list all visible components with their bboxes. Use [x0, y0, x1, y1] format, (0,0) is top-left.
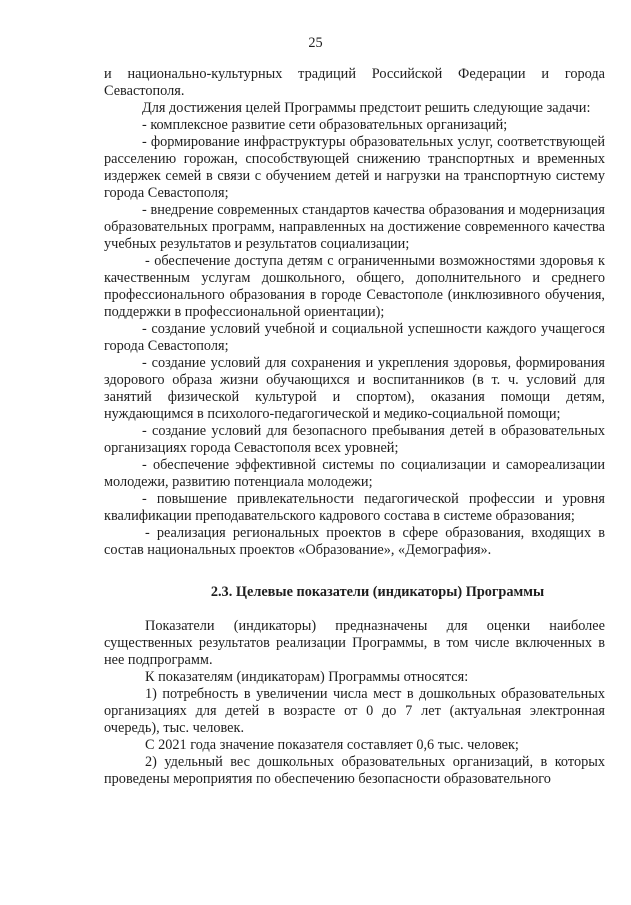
indicator-item: 2) удельный вес дошкольных образовательных организаций, в которых проведены мероприятия по обеспечению безопасности образовательного [104, 754, 605, 787]
task-item: - создание условий учебной и социальной успешности каждого учащегося города Севастополя; [104, 321, 605, 354]
section-heading: 2.3. Целевые показатели (индикаторы) Программы [210, 584, 545, 600]
paragraph-tasks-intro: Для достижения целей Программы предстоит решить следующие задачи: [142, 100, 591, 116]
task-item: - создание условий для сохранения и укрепления здоровья, формирования здорового образа жизни обучающихся и воспитанников (в т. ч. условий для занятий физической культурой и спортом), оказания помощи детям, нуждающимся в психолого-педагогической и медико-социальной помощи; [104, 355, 605, 422]
indicator-value: С 2021 года значение показателя составляет 0,6 тыс. человек; [145, 737, 519, 753]
task-item: - комплексное развитие сети образовательных организаций; [142, 117, 508, 133]
indicator-item: 1) потребность в увеличении числа мест в дошкольных образовательных организациях для детей в возрасте от 0 до 7 лет (актуальная электронная очередь), тыс. человек. [104, 686, 605, 736]
task-item: - создание условий для безопасного пребывания детей в образовательных организациях города Севастополя всех уровней; [104, 423, 605, 456]
task-item: - реализация региональных проектов в сфере образования, входящих в состав национальных проектов «Образование», «Демография». [104, 525, 605, 558]
spacer [104, 559, 605, 584]
document-body [104, 66, 605, 788]
indicators-paragraph: Показатели (индикаторы) предназначены для оценки наиболее существенных результатов реализации Программы, в том числе включенных в нее подпрограмм. [104, 618, 605, 668]
task-item: - формирование инфраструктуры образовательных услуг, соответствующей расселению горожан, способствующей снижению транспортных и временных издержек семей в связи с обучением детей и нагрузки на транспортную систему города Севастополя; [104, 134, 605, 201]
paragraph-continuation: и национально-культурных традиций Российской Федерации и города Севастополя. [104, 66, 605, 99]
page-number: 25 [308, 35, 323, 51]
spacer [104, 601, 605, 618]
task-item: - внедрение современных стандартов качества образования и модернизация образовательных программ, направленных на достижение современного качества учебных результатов и результатов социализации; [104, 202, 605, 252]
indicators-paragraph: К показателям (индикаторам) Программы относятся: [145, 669, 469, 685]
task-item: - обеспечение доступа детям с ограниченными возможностями здоровья к качественным услугам дошкольного, общего, дополнительного и среднего профессионального образования в городе Севастополе (инклюзивного обучения, поддержки в профессиональной ориентации); [104, 253, 605, 320]
task-item: - повышение привлекательности педагогической профессии и уровня квалификации преподавательского кадрового состава в системе образования; [104, 491, 605, 524]
task-item: - обеспечение эффективной системы по социализации и самореализации молодежи, развитию потенциала молодежи; [104, 457, 605, 490]
